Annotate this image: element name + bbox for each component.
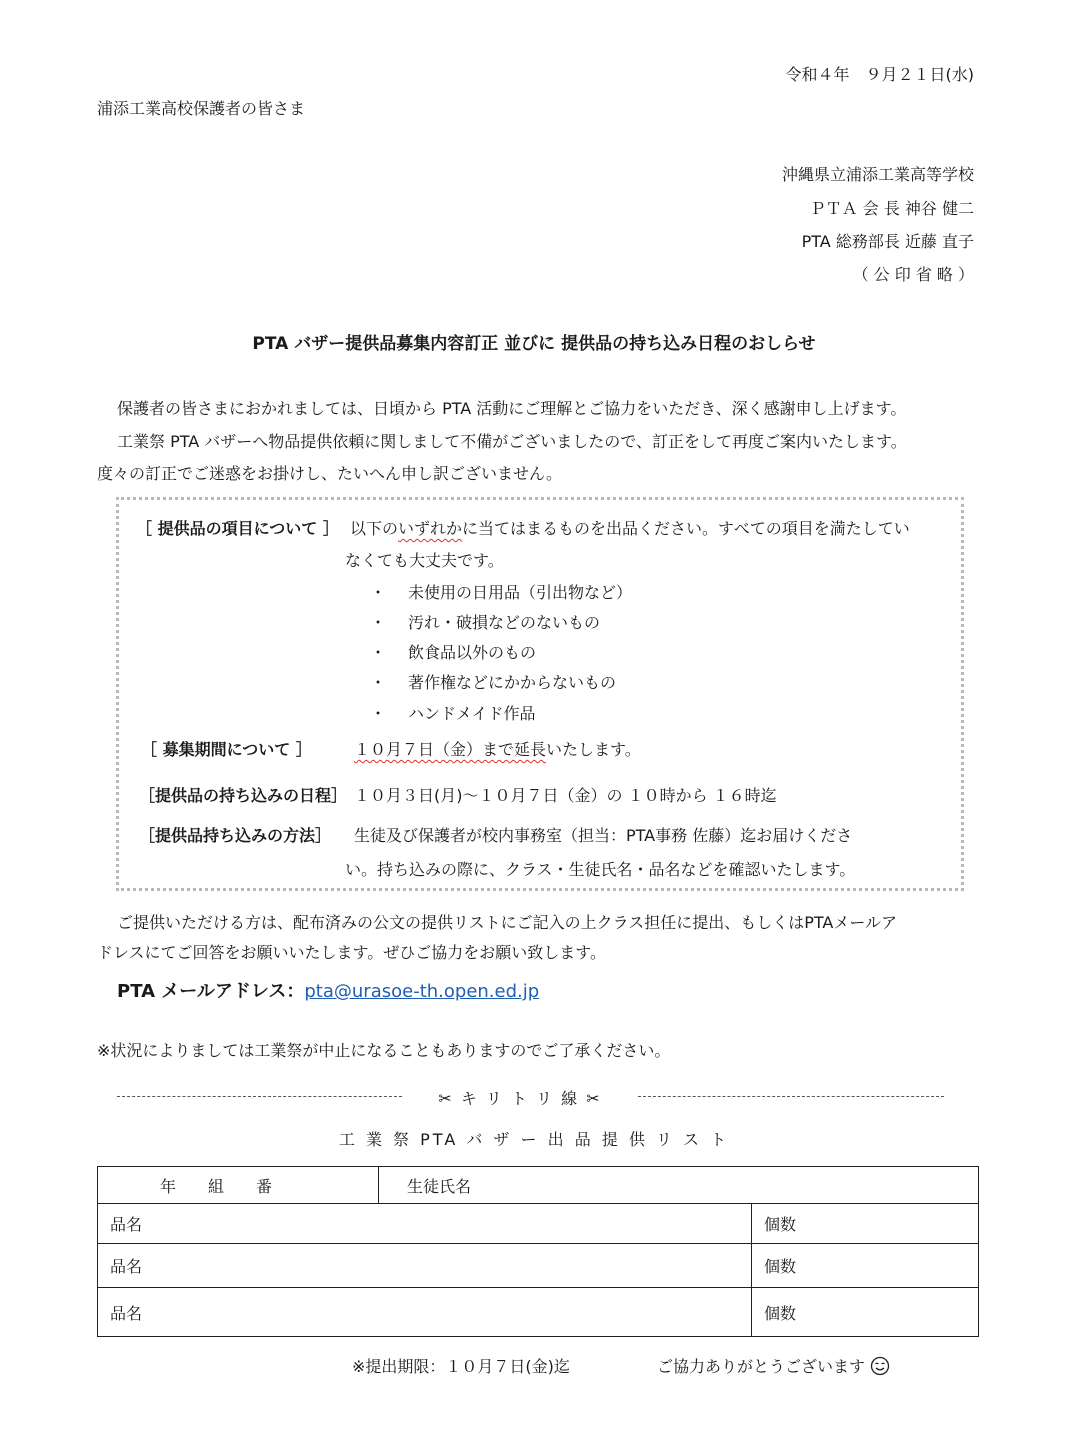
cut-line-left bbox=[117, 1096, 402, 1097]
items-text-2: なくても大丈夫です。 bbox=[345, 551, 504, 570]
period-text-post: いたします。 bbox=[546, 740, 641, 759]
period-text-emphasis: １０月７日（金）まで延長 bbox=[354, 740, 547, 759]
email-label: PTA メールアドレス： bbox=[117, 981, 305, 1002]
thanks-text: ご協力ありがとうございます bbox=[657, 1357, 866, 1376]
schedule-label: ［提供品の持ち込みの日程］ bbox=[139, 786, 348, 805]
sender-manager: PTA 総務部長 近藤 直子 bbox=[801, 232, 974, 251]
method-text-1: 生徒及び保護者が校内事務室（担当：PTA事務 佐藤）迄お届けくださ bbox=[354, 826, 853, 845]
period-text bbox=[354, 737, 641, 760]
issue-date: 令和４年 ９月２１日(水) bbox=[785, 65, 974, 84]
submission-form bbox=[97, 1166, 979, 1337]
after-line-1: ご提供いただける方は、配布済みの公文の提供リストにご記入の上クラス担任に提出、もしくはPTAメールア bbox=[117, 913, 898, 932]
intro-line-2: 工業祭 PTA バザーへ物品提供依頼に関しまして不備がございましたので、訂正をして再度ご案内いたします。 bbox=[117, 432, 907, 451]
intro-line-1: 保護者の皆さまにおかれましては、日頃から PTA 活動にご理解とご協力をいただき、深く感謝申し上げます。 bbox=[117, 399, 907, 418]
sender-school: 沖縄県立浦添工業高等学校 bbox=[781, 165, 974, 184]
list-item: 汚れ・破損などのないもの bbox=[408, 613, 601, 632]
thanks-note bbox=[657, 1354, 890, 1377]
item-name-field[interactable]: 品名 bbox=[98, 1204, 752, 1244]
bullet-mark: ・ bbox=[370, 704, 387, 723]
period-label: ［ 募集期間について ］ bbox=[141, 740, 312, 759]
quantity-field[interactable]: 個数 bbox=[752, 1204, 979, 1244]
cancel-note: ※状況によりましては工業祭が中止になることもありますのでご了承ください。 bbox=[97, 1041, 671, 1060]
items-text-pre: 以下の bbox=[350, 519, 399, 538]
method-label: ［提供品持ち込みの方法］ bbox=[139, 826, 332, 845]
list-item: ハンドメイド作品 bbox=[408, 704, 536, 723]
email-link[interactable]: pta@urasoe-th.open.ed.jp bbox=[304, 981, 540, 1002]
bullet-mark: ・ bbox=[370, 583, 387, 602]
method-text-2: い。持ち込みの際に、クラス・生徒氏名・品名などを確認いたします。 bbox=[345, 860, 856, 879]
seal-note: （ 公 印 省 略 ） bbox=[852, 265, 974, 284]
page-title: PTA バザー提供品募集内容訂正 並びに 提供品の持ち込み日程のおしらせ bbox=[252, 334, 816, 354]
deadline-note: ※提出期限：１０月７日(金)迄 bbox=[352, 1357, 570, 1376]
item-name-field[interactable]: 品名 bbox=[98, 1288, 752, 1337]
items-text-post: に当てはまるものを出品ください。すべての項目を満たしてい bbox=[462, 519, 910, 538]
email-line bbox=[117, 977, 539, 1003]
bullet-mark: ・ bbox=[370, 643, 387, 662]
bullet-mark: ・ bbox=[370, 613, 387, 632]
smile-icon bbox=[870, 1356, 890, 1376]
quantity-field[interactable]: 個数 bbox=[752, 1244, 979, 1288]
items-text bbox=[350, 516, 910, 539]
list-item: 著作権などにかからないもの bbox=[408, 673, 617, 692]
schedule-text: １０月３日(月)～１０月７日（金）の １０時から １６時迄 bbox=[354, 786, 777, 805]
sender-president: ＰＴＡ 会 長 神谷 健二 bbox=[809, 199, 974, 218]
cut-line-right bbox=[638, 1096, 944, 1097]
list-item: 飲食品以外のもの bbox=[408, 643, 537, 662]
addressee: 浦添工業高校保護者の皆さま bbox=[97, 99, 306, 118]
after-line-2: ドレスにてご回答をお願いいたします。ぜひご協力をお願い致します。 bbox=[97, 943, 606, 962]
form-title: 工 業 祭 PTA バ ザ ー 出 品 提 供 リ ス ト bbox=[338, 1130, 730, 1149]
class-number-field[interactable]: 年 組 番 bbox=[98, 1167, 379, 1204]
bullet-mark: ・ bbox=[370, 673, 387, 692]
quantity-field[interactable]: 個数 bbox=[752, 1288, 979, 1337]
items-text-emphasis: いずれか bbox=[398, 519, 463, 538]
intro-line-3: 度々の訂正でご迷惑をお掛けし、たいへん申し訳ございません。 bbox=[97, 464, 562, 483]
cut-line-label: ✂ キ リ ト リ 線 ✂ bbox=[438, 1089, 602, 1108]
student-name-field[interactable]: 生徒氏名 bbox=[379, 1167, 979, 1204]
item-name-field[interactable]: 品名 bbox=[98, 1244, 752, 1288]
list-item: 未使用の日用品（引出物など） bbox=[408, 583, 633, 602]
items-label: ［ 提供品の項目について ］ bbox=[136, 519, 339, 538]
